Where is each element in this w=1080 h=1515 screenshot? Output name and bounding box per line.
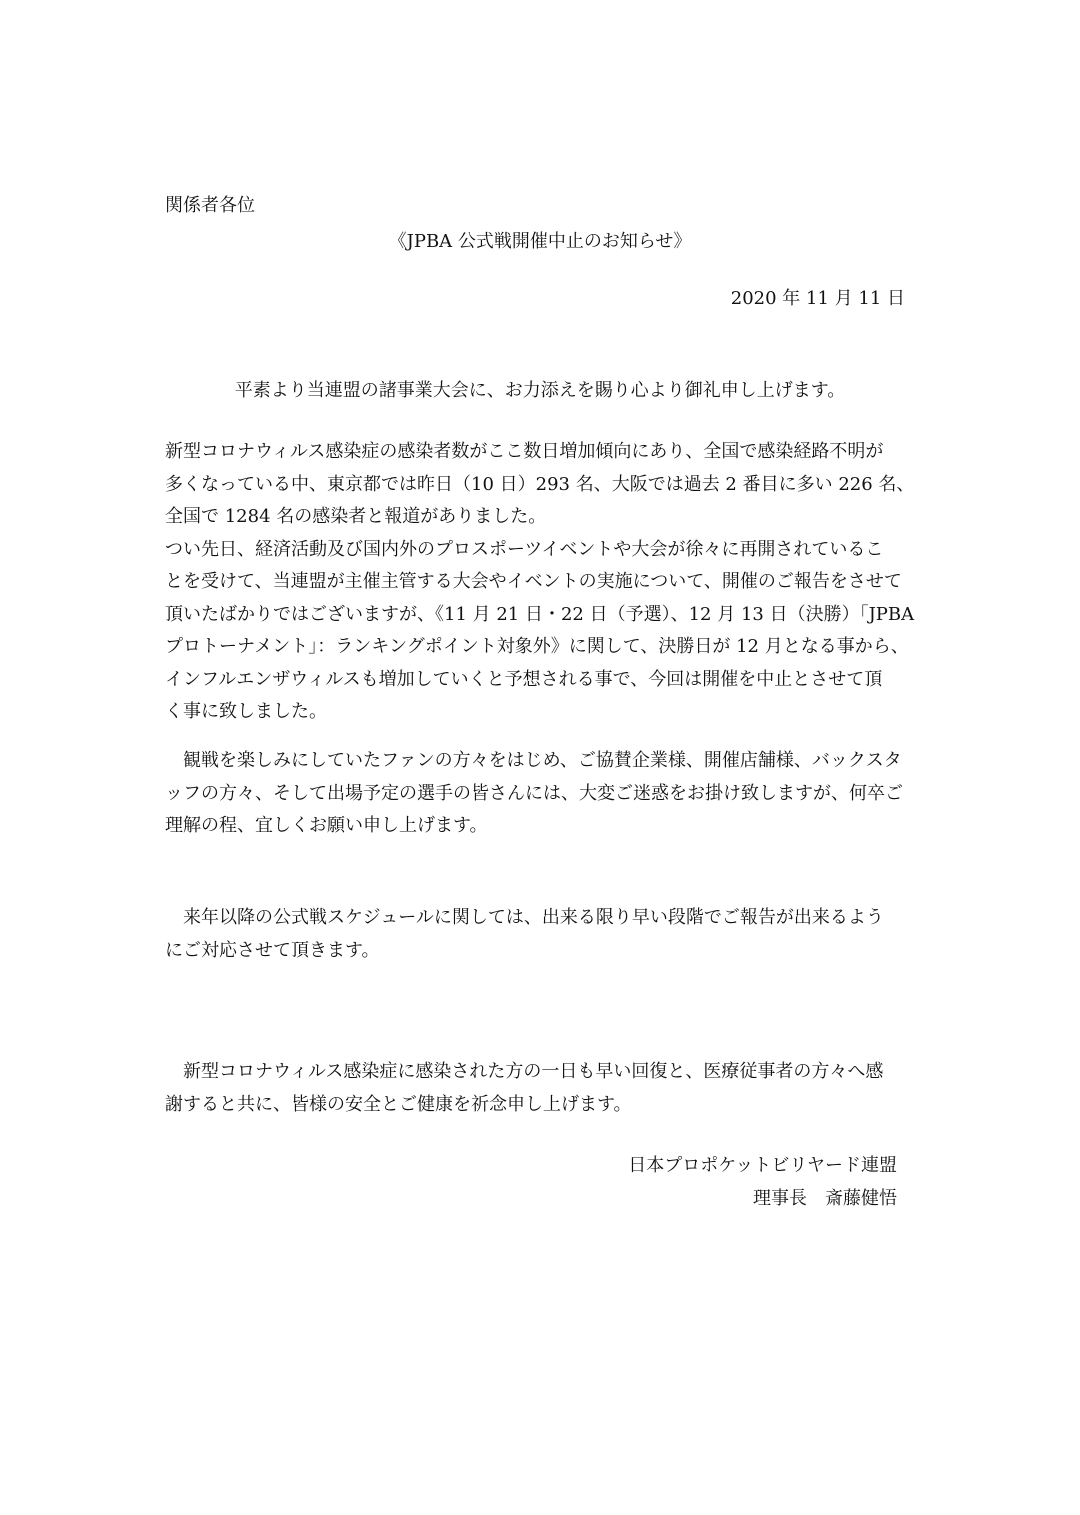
text-line: プロトーナメント」：ランキングポイント対象外》に関して、決勝日が 12 月となる事から、 — [165, 636, 909, 657]
paragraph-schedule — [165, 902, 925, 967]
text-line: 観戦を楽しみにしていたファンの方々をはじめ、ご協賛企業様、開催店舗様、バックスタ — [165, 750, 902, 771]
text-line: 新型コロナウィルス感染症に感染された方の一日も早い回復と、医療従事者の方々へ感 — [165, 1061, 884, 1082]
addressee: 関係者各位 — [165, 195, 255, 216]
text-line: 頂いたばかりではございますが、《11 月 21 日・22 日（予選）、12 月 13 日（決勝）「JPBA — [165, 603, 915, 625]
signature-block — [397, 1150, 897, 1215]
greeting: 平素より当連盟の諸事業大会に、お力添えを賜り心より御礼申し上げます。 — [234, 380, 846, 401]
document-title: 《JPBA 公式戦開催中止のお知らせ》 — [388, 231, 692, 252]
text-line: 来年以降の公式戦スケジュールに関しては、出来る限り早い段階でご報告が出来るよう — [165, 907, 884, 928]
signature-signer: 理事長 斎藤健悟 — [753, 1187, 897, 1209]
text-line: 理解の程、宜しくお願い申し上げます。 — [165, 815, 488, 836]
paragraph-closing — [165, 1056, 925, 1121]
paragraph-apology — [165, 745, 925, 843]
text-line: 新型コロナウィルス感染症の感染者数がここ数日増加傾向にあり、全国で感染経路不明が — [165, 441, 884, 462]
text-line: 謝すると共に、皆様の安全とご健康を祈念申し上げます。 — [165, 1093, 632, 1115]
text-line: 多くなっている中、東京都では昨日（10 日）293 名、大阪では過去 2 番目に多い 226 名、 — [165, 473, 915, 495]
text-line: とを受けて、当連盟が主催主管する大会やイベントの実施について、開催のご報告をさせて — [165, 571, 902, 592]
signature-organization: 日本プロポケットビリヤード連盟 — [628, 1155, 897, 1176]
paragraph-announcement — [165, 436, 925, 729]
text-line: にご対応させて頂きます。 — [165, 939, 380, 961]
text-line: 全国で 1284 名の感染者と報道がありました。 — [165, 506, 547, 527]
text-line: つい先日、経済活動及び国内外のプロスポーツイベントや大会が徐々に再開されているこ — [165, 538, 884, 560]
document-date: 2020 年 11 月 11 日 — [730, 288, 905, 309]
text-line: く事に致しました。 — [165, 701, 327, 722]
text-line: ッフの方々、そして出場予定の選手の皆さんには、大変ご迷惑をお掛け致しますが、何卒ご — [165, 782, 903, 804]
text-line: インフルエンザウィルスも増加していくと予想される事で、今回は開催を中止とさせて頂 — [165, 668, 883, 690]
